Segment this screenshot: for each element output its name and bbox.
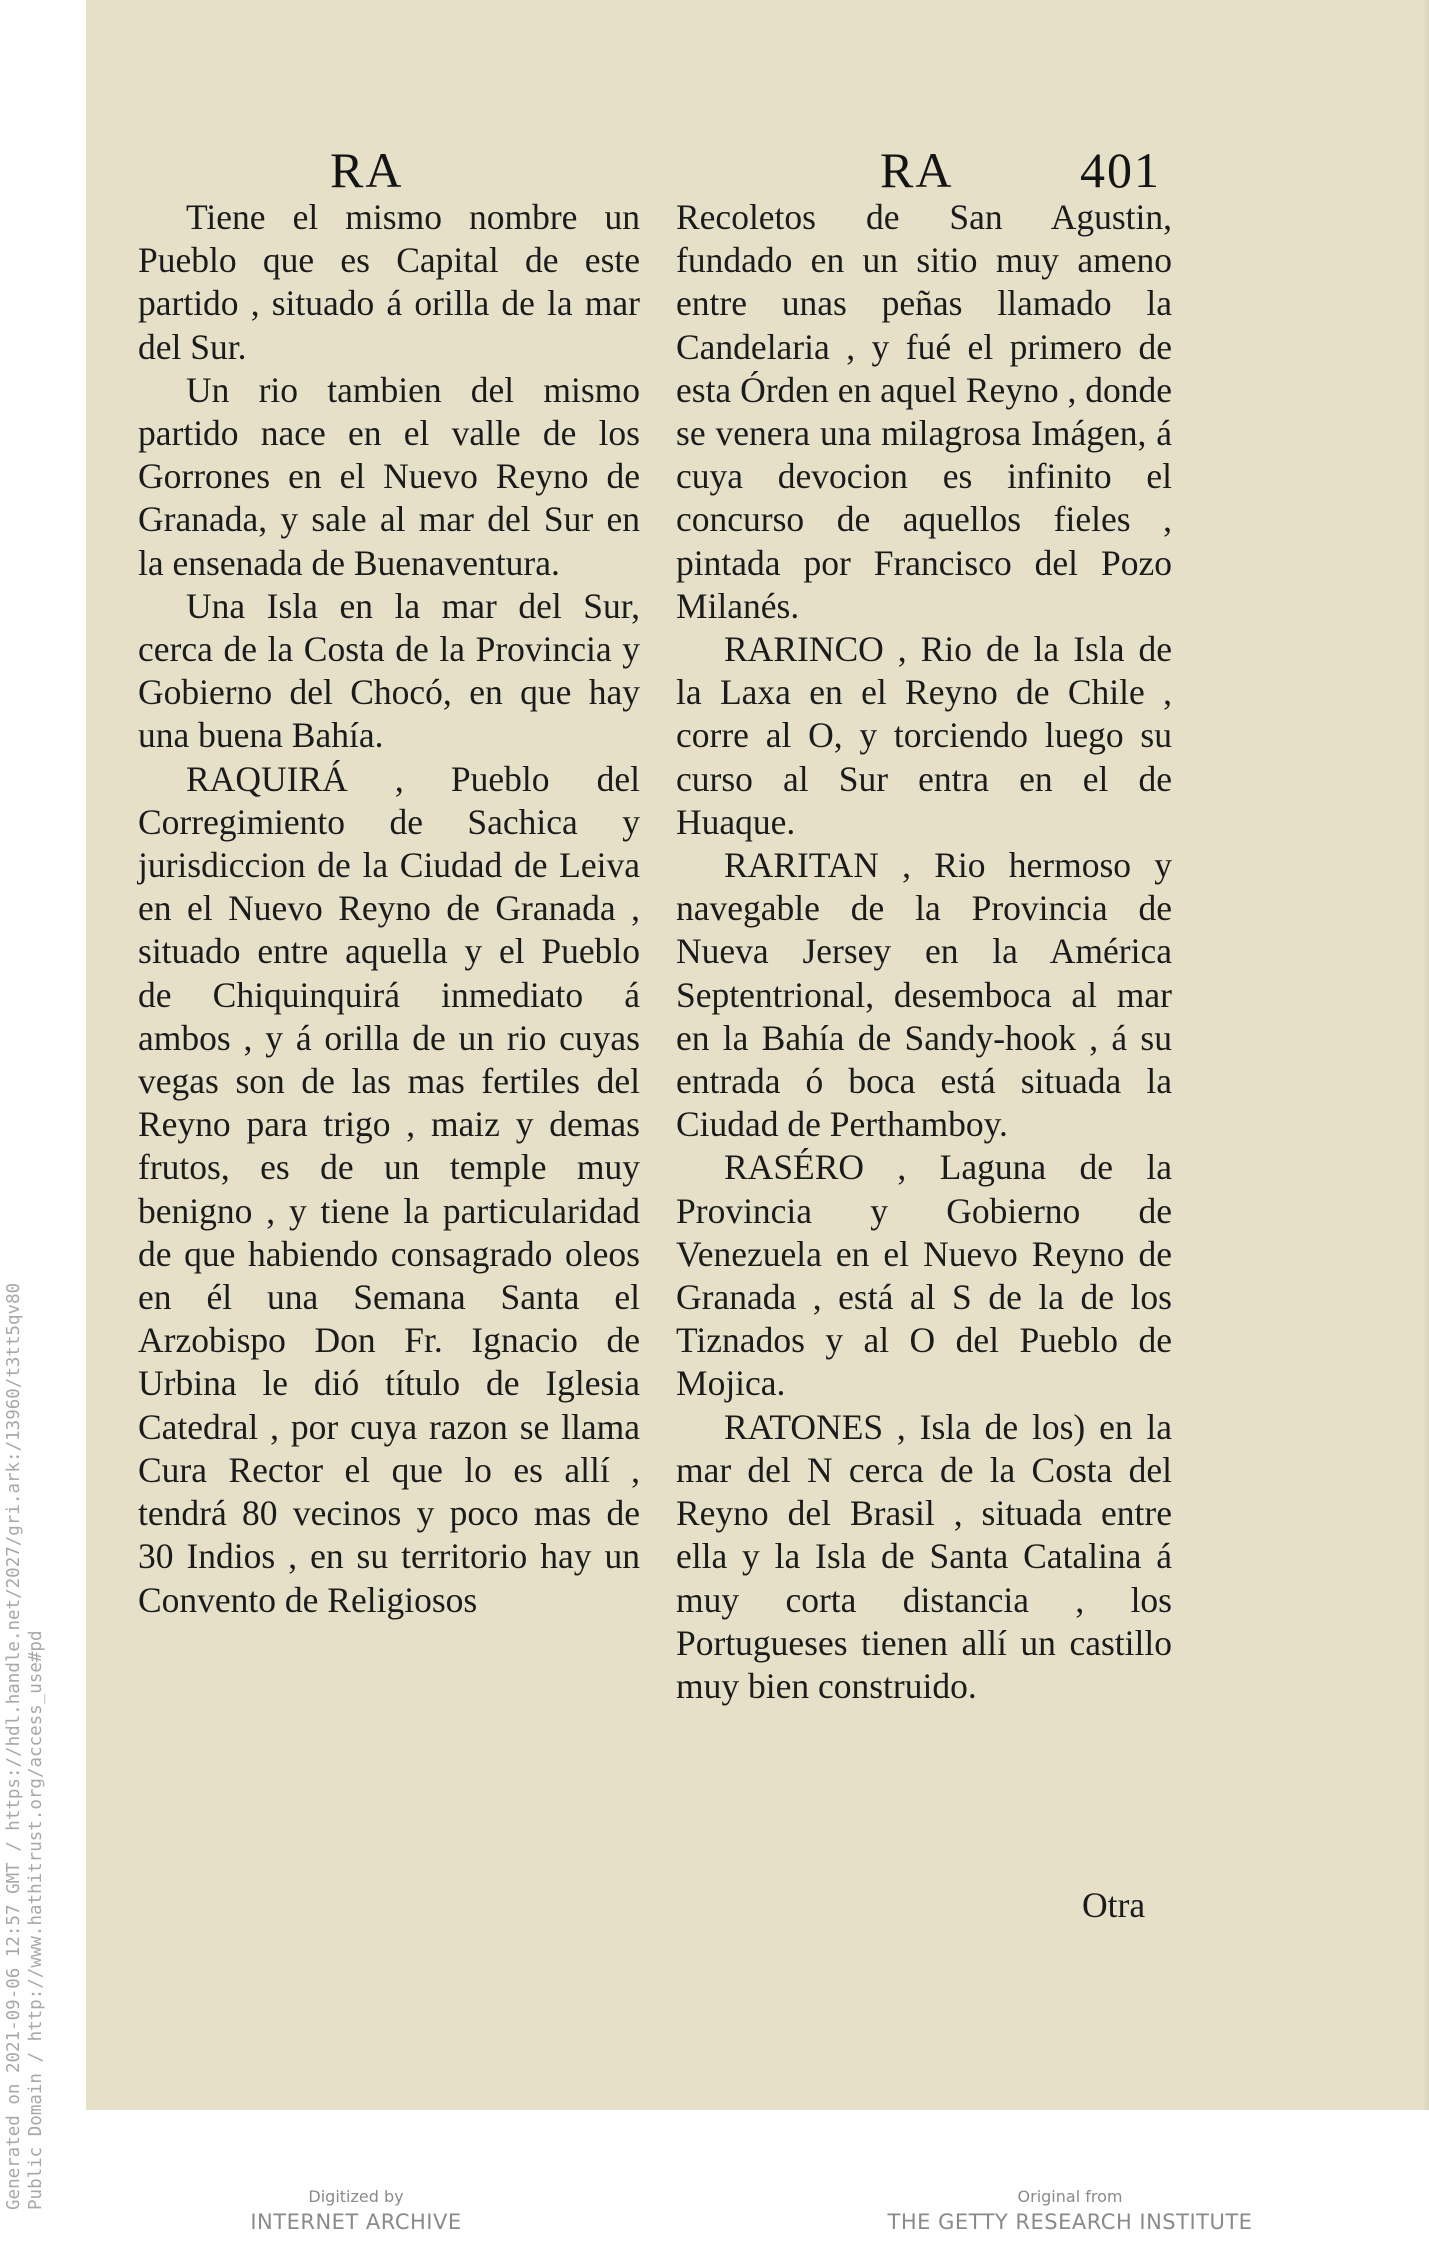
catchword: Otra	[1082, 1885, 1146, 1925]
footer-source-name: THE GETTY RESEARCH INSTITUTE	[887, 2210, 1253, 2234]
running-head-right: RA	[880, 142, 954, 198]
sidebar-generated-line: Generated on 2021-09-06 12:57 GMT / https://hdl.handle.net/2027/gri.ark:/13960/t3tt5qv80	[4, 1282, 24, 2210]
sidebar-rights-line: Public Domain / http://www.hathitrust.org/access_use#pd	[26, 1630, 46, 2210]
paragraph: RARITAN , Rio hermoso y navegable de la Provincia de Nueva Jersey en la América Septentrional, desemboca al mar en la Bahía de Sandy-hook , á su entrada ó boca está situada la Ciudad de Perthamboy.	[676, 845, 1172, 1145]
right-column	[676, 196, 1172, 1708]
footer-original-from	[860, 2186, 1280, 2236]
paragraph: RARINCO , Rio de la Isla de la Laxa en el Reyno de Chile , corre al O, y torciendo luego su curso al Sur entra en el de Huaque.	[676, 629, 1172, 842]
paragraph: Una Isla en la mar del Sur, cerca de la Costa de la Provincia y Gobierno del Chocó, en que hay una buena Bahía.	[138, 585, 640, 756]
paragraph: Tiene el mismo nombre un Pueblo que es Capital de este partido , situado á orilla de la mar del Sur.	[138, 197, 640, 367]
footer-digitizer-name: INTERNET ARCHIVE	[250, 2210, 462, 2234]
paragraph: RASÉRO , Laguna de la Provincia y Gobierno de Venezuela en el Nuevo Reyno de Granada , está al S de la de los Tiznados y al O del Pueblo de Mojica.	[676, 1147, 1172, 1404]
footer-digitized-label: Digitized by	[308, 2187, 404, 2206]
page-number: 401	[1080, 142, 1161, 198]
running-head-left: RA	[330, 142, 404, 198]
paragraph: Un rio tambien del mismo partido nace en el valle de los Gorrones en el Nuevo Reyno de Granada, y sale al mar del Sur en la ensenada de Buenaventura.	[138, 369, 640, 583]
footer-original-label: Original from	[1017, 2187, 1123, 2206]
paragraph: Recoletos de San Agustin, fundado en un sitio muy ameno entre unas peñas llamado la Candelaria , y fué el primero de esta Órden en aquel Reyno , donde se venera una milagrosa Imágen, á cuya devocion es infinito el concurso de aquellos fieles , pintada por Francisco del Pozo Milanés.	[676, 197, 1172, 626]
footer-digitized-by	[236, 2186, 476, 2236]
left-column	[138, 196, 640, 1622]
paragraph: RATONES , Isla de los) en la mar del N cerca de la Costa del Reyno del Brasil , situada entre ella y la Isla de Santa Catalina á muy corta distancia , los Portugueses tienen allí un castillo muy bien construido.	[676, 1406, 1172, 1706]
paragraph: RAQUIRÁ , Pueblo del Corregimiento de Sachica y jurisdiccion de la Ciudad de Leiva en el Nuevo Reyno de Granada , situado entre aquella y el Pueblo de Chiquinquirá inmediato á ambos , y á orilla de un rio cuyas vegas son de las mas fertiles del Reyno para trigo , maiz y demas frutos, es de un temple muy benigno , y tiene la particularidad de que habiendo consagrado oleos en él una Semana Santa el Arzobispo Don Fr. Ignacio de Urbina le dió título de Iglesia Catedral , por cuya razon se llama Cura Rector el que lo es allí , tendrá 80 vecinos y poco mas de 30 Indios , en su territorio hay un Convento de Religiosos	[138, 758, 640, 1620]
